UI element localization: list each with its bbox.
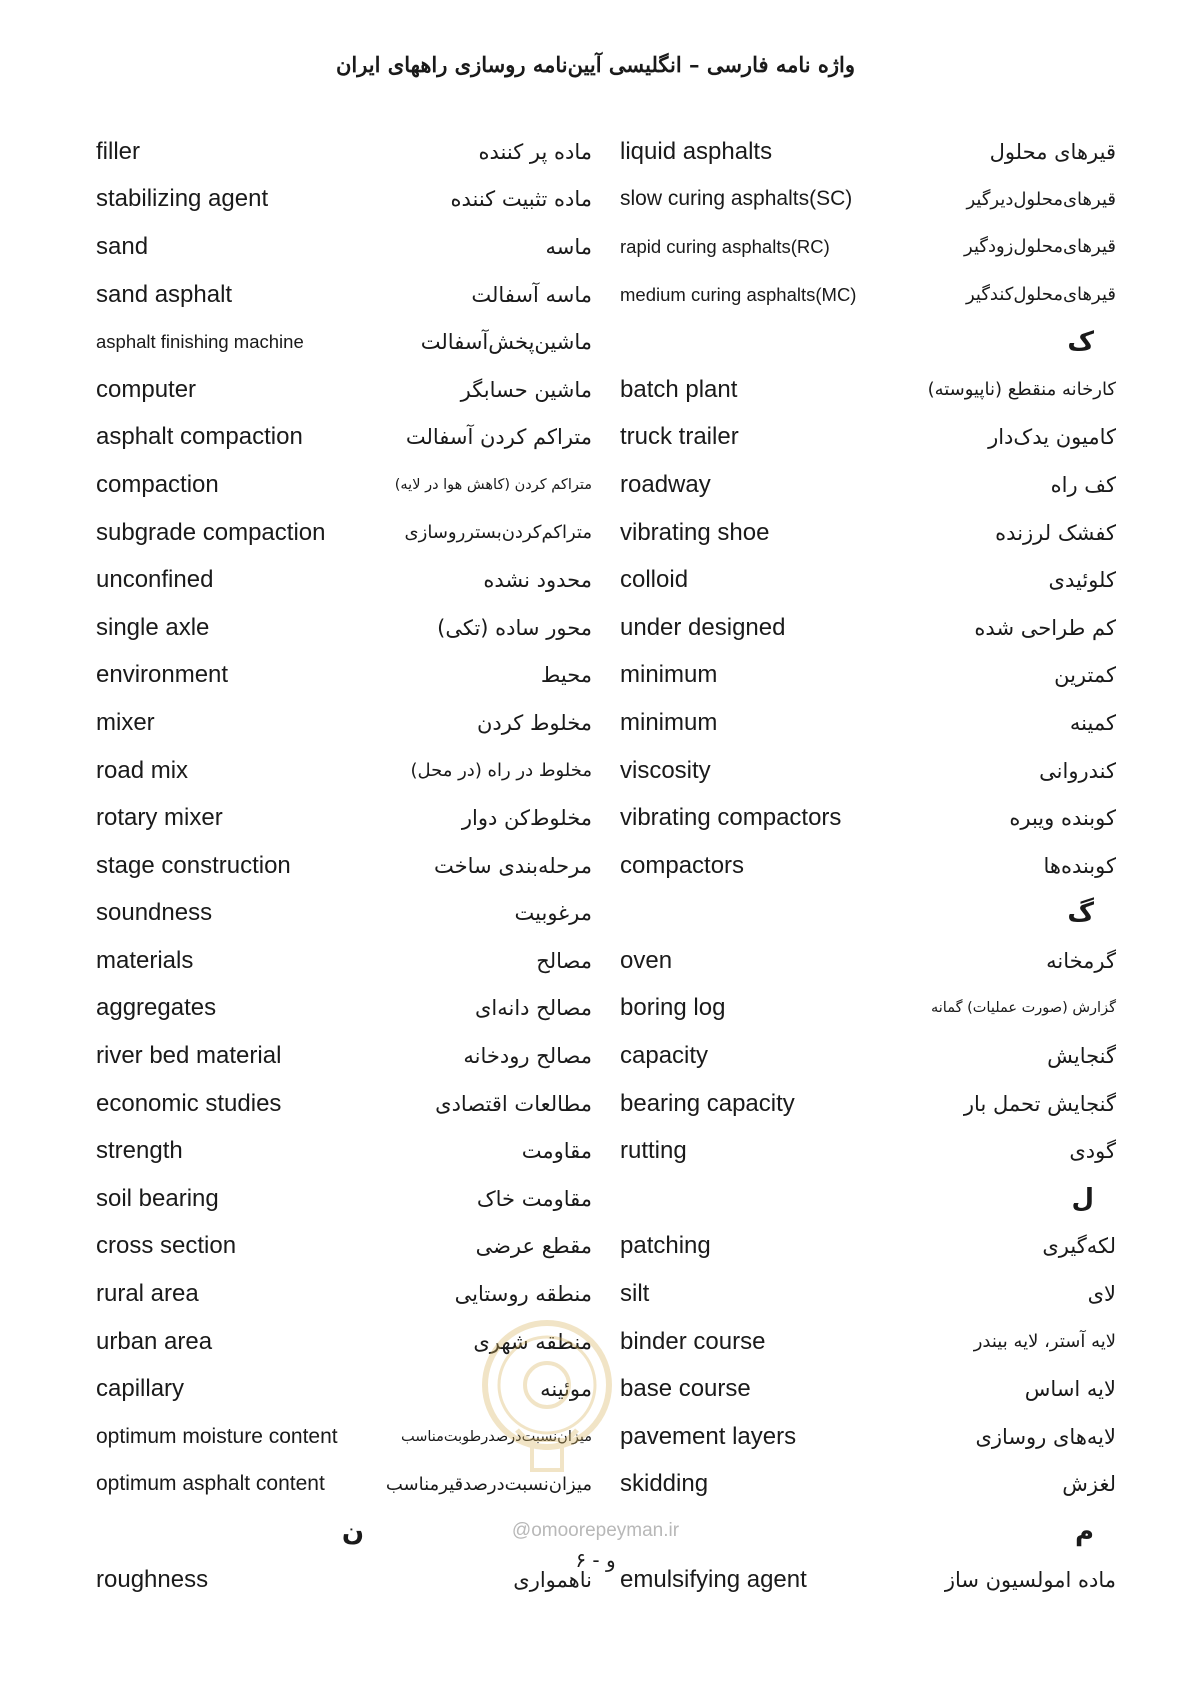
english-term: oven [620, 946, 673, 974]
english-term: capacity [620, 1042, 709, 1070]
english-term: roadway [620, 470, 711, 498]
persian-term: قیرهای‌محلول‌کندگیر [965, 284, 1116, 306]
persian-term: مقاومت [521, 1139, 592, 1164]
glossary-entry [96, 652, 592, 700]
english-term: river bed material [96, 1042, 282, 1070]
english-term: subgrade compaction [96, 518, 326, 546]
english-term: minimum [620, 661, 718, 689]
english-term: unconfined [96, 566, 214, 594]
english-term: capillary [96, 1375, 185, 1403]
persian-term: مطالعات اقتصادی [435, 1091, 592, 1116]
persian-term: میزان‌نسبت‌درصدرطوبت‌مناسب [400, 1428, 592, 1445]
glossary-entry [620, 1318, 1116, 1366]
english-term: bearing capacity [620, 1089, 795, 1117]
persian-term: محیط [540, 663, 592, 688]
persian-term: ماده تثبیت کننده [450, 187, 592, 212]
section-letter-row [620, 318, 1116, 366]
persian-term: متراکم کردن آسفالت [405, 425, 592, 450]
english-term: sand asphalt [96, 280, 233, 308]
persian-term: کارخانه منقطع (ناپیوسته) [927, 379, 1116, 401]
glossary-entry [96, 1223, 592, 1271]
persian-term: لکه‌گیری [1042, 1234, 1116, 1259]
english-term: slow curing asphalts(SC) [620, 187, 853, 211]
glossary-entry [620, 176, 1116, 224]
english-term: colloid [620, 566, 689, 594]
glossary-entry [620, 699, 1116, 747]
persian-term: ماسه آسفالت [471, 282, 592, 307]
persian-term: متراکم کردن (کاهش هوا در لایه) [394, 476, 592, 493]
persian-term: مصالح دانه‌ای [474, 996, 592, 1021]
english-term: single axle [96, 613, 210, 641]
glossary-entry [96, 794, 592, 842]
persian-term: کم طراحی شده [974, 615, 1116, 640]
glossary-entry [620, 1413, 1116, 1461]
english-term: rural area [96, 1280, 199, 1308]
english-term: vibrating compactors [620, 804, 842, 832]
glossary-entry [96, 1032, 592, 1080]
english-term: soil bearing [96, 1184, 219, 1212]
english-term: compaction [96, 470, 219, 498]
persian-term: کف راه [1050, 472, 1116, 497]
persian-term: گرمخانه [1046, 948, 1116, 973]
glossary-entry [620, 366, 1116, 414]
section-letter: ن [341, 1517, 365, 1548]
glossary-entry [96, 985, 592, 1033]
english-term: boring log [620, 994, 726, 1022]
persian-term: ماده امولسیون ساز [944, 1567, 1116, 1592]
english-term: minimum [620, 708, 718, 736]
persian-term: کمینه [1069, 710, 1116, 735]
english-term: computer [96, 375, 197, 403]
persian-term: کندروانی [1039, 758, 1116, 783]
english-term: viscosity [620, 756, 711, 784]
right-column [620, 128, 1116, 1598]
glossary-entry [96, 271, 592, 319]
persian-term: گنجایش تحمل بار [963, 1091, 1116, 1116]
persian-term: ماشین‌پخش‌آسفالت [420, 330, 592, 355]
persian-term: گودی [1069, 1139, 1116, 1164]
page-number: و - ۶ [575, 1548, 616, 1572]
glossary-entry [96, 366, 592, 414]
english-term: batch plant [620, 375, 738, 403]
glossary-entry [620, 794, 1116, 842]
english-term: base course [620, 1375, 751, 1403]
glossary-entry [620, 1365, 1116, 1413]
persian-term: کمترین [1054, 663, 1116, 688]
glossary-entry [620, 414, 1116, 462]
english-term: cross section [96, 1232, 237, 1260]
glossary-entry [620, 128, 1116, 176]
persian-term: مخلوط‌کن دوار [461, 806, 592, 831]
glossary-entry [96, 556, 592, 604]
glossary-entry [620, 652, 1116, 700]
persian-term: محور ساده (تکی) [437, 615, 592, 640]
glossary-entry [620, 747, 1116, 795]
watermark-seal-icon [472, 1290, 622, 1490]
english-term: liquid asphalts [620, 137, 773, 165]
persian-term: ناهمواری [513, 1567, 592, 1592]
section-letter: ک [1067, 327, 1094, 358]
english-term: rotary mixer [96, 804, 223, 832]
english-term: vibrating shoe [620, 518, 770, 546]
english-term: rapid curing asphalts(RC) [620, 235, 830, 257]
section-letter: ل [1071, 1183, 1094, 1214]
glossary-entry [620, 1223, 1116, 1271]
english-term: filler [96, 137, 141, 165]
glossary-entry [620, 985, 1116, 1033]
persian-term: مصالح رودخانه [463, 1044, 592, 1069]
page-title: واژه نامه فارسی – انگلیسی آیین‌نامه روسازی راههای ایران [335, 52, 856, 77]
english-term: compactors [620, 851, 745, 879]
glossary-entry [620, 1461, 1116, 1509]
english-term: binder course [620, 1327, 766, 1355]
glossary-entry [620, 604, 1116, 652]
glossary-entry [620, 937, 1116, 985]
persian-term: متراکم‌کردن‌بستر‌روسازی [404, 522, 592, 544]
glossary-entry [620, 461, 1116, 509]
english-term: strength [96, 1137, 183, 1165]
english-term: stage construction [96, 851, 291, 879]
glossary-entry [96, 699, 592, 747]
glossary-entry [96, 461, 592, 509]
glossary-entry [620, 223, 1116, 271]
persian-term: منطقه شهری [473, 1329, 592, 1354]
glossary-entry [620, 1080, 1116, 1128]
persian-term: میزان‌نسبت‌درصدقیر‌مناسب [385, 1473, 592, 1495]
english-term: mixer [96, 708, 155, 736]
persian-term: منطقه روستایی [454, 1282, 592, 1307]
glossary-entry [96, 176, 592, 224]
english-term: silt [620, 1280, 650, 1308]
glossary-entry [620, 1032, 1116, 1080]
english-term: roughness [96, 1565, 209, 1593]
persian-term: قیرهای‌محلول‌دیرگیر [966, 188, 1116, 210]
section-letter-row [620, 890, 1116, 938]
persian-term: لایه‌های روسازی [975, 1424, 1116, 1449]
persian-term: کلوئیدی [1048, 568, 1116, 593]
english-term: asphalt finishing machine [96, 331, 304, 353]
glossary-entry [96, 509, 592, 557]
glossary-entry [96, 747, 592, 795]
english-term: urban area [96, 1327, 213, 1355]
persian-term: مرغوبیت [514, 901, 592, 926]
persian-term: ماشین حسابگر [460, 377, 592, 402]
english-term: medium curing asphalts(MC) [620, 283, 857, 305]
persian-term: گنجایش [1047, 1044, 1116, 1069]
persian-term: کفشک لرزنده [995, 520, 1116, 545]
persian-term: مقاومت خاک [476, 1186, 592, 1211]
english-term: economic studies [96, 1089, 282, 1117]
glossary-entry [96, 937, 592, 985]
english-term: road mix [96, 756, 189, 784]
glossary-entry [96, 1175, 592, 1223]
persian-term: مرحله‌بندی ساخت [434, 853, 592, 878]
persian-term: لایه آستر، لایه بیندر [973, 1331, 1116, 1353]
english-term: skidding [620, 1470, 709, 1498]
persian-term: لایه اساس [1024, 1377, 1116, 1402]
english-term: materials [96, 946, 194, 974]
persian-term: کامیون یدک‌دار [988, 425, 1116, 450]
persian-term: قیرهای‌محلول‌زودگیر [964, 236, 1116, 258]
persian-term: لغزش [1062, 1472, 1116, 1497]
glossary-entry [620, 509, 1116, 557]
glossary-entry [96, 318, 592, 366]
persian-term: لای [1087, 1282, 1116, 1307]
english-term: sand [96, 232, 149, 260]
english-term: emulsifying agent [620, 1565, 807, 1593]
section-letter: گ [1067, 898, 1094, 929]
footer-website: @omoorepeyman.ir [511, 1520, 680, 1541]
glossary-entry [96, 223, 592, 271]
persian-term: کوبنده ویبره [1009, 806, 1116, 831]
glossary-entry [620, 556, 1116, 604]
glossary-entry [96, 1080, 592, 1128]
persian-term: قیرهای محلول [989, 139, 1116, 164]
english-term: patching [620, 1232, 711, 1260]
glossary-entry [620, 1270, 1116, 1318]
glossary-entry [96, 842, 592, 890]
english-term: stabilizing agent [96, 185, 269, 213]
english-term: pavement layers [620, 1422, 797, 1450]
glossary-entry [96, 1127, 592, 1175]
english-term: asphalt compaction [96, 423, 303, 451]
persian-term: ماده پر کننده [478, 139, 592, 164]
glossary-entry [96, 414, 592, 462]
persian-term: کوبنده‌ها [1043, 853, 1116, 878]
persian-term: محدود نشده [483, 568, 592, 593]
glossary-entry [96, 128, 592, 176]
persian-term: مصالح [536, 948, 592, 973]
english-term: truck trailer [620, 423, 739, 451]
persian-term: گزارش (صورت عملیات) گمانه [930, 1000, 1116, 1017]
english-term: under designed [620, 613, 786, 641]
english-term: optimum moisture content [96, 1424, 338, 1448]
english-term: optimum asphalt content [96, 1472, 325, 1496]
english-term: aggregates [96, 994, 217, 1022]
english-term: soundness [96, 899, 213, 927]
glossary-entry [96, 604, 592, 652]
persian-term: موئینه [540, 1377, 592, 1402]
glossary-entry [96, 890, 592, 938]
section-letter: م [1074, 1517, 1094, 1548]
glossary-entry [620, 842, 1116, 890]
section-letter-row [620, 1175, 1116, 1223]
persian-term: مقطع عرضی [475, 1234, 592, 1259]
glossary-entry [620, 1127, 1116, 1175]
glossary-entry [620, 271, 1116, 319]
persian-term: مخلوط کردن [476, 710, 592, 735]
english-term: rutting [620, 1137, 687, 1165]
english-term: environment [96, 661, 229, 689]
persian-term: مخلوط در راه (در محل) [410, 760, 592, 782]
persian-term: ماسه [545, 234, 592, 259]
